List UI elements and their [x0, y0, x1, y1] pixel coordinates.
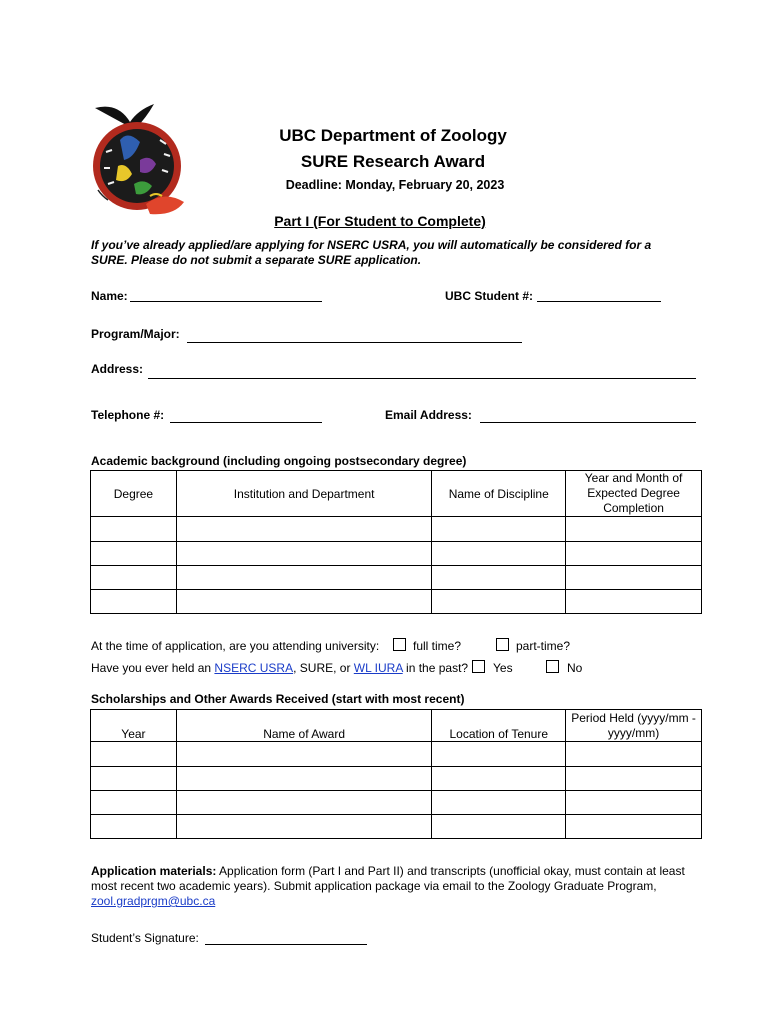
name-label: Name:: [91, 289, 128, 303]
full-time-checkbox[interactable]: [393, 638, 406, 651]
table-cell[interactable]: [176, 542, 431, 566]
table-cell[interactable]: [566, 742, 702, 767]
col-discipline: Name of Discipline: [432, 471, 566, 517]
col-award-name: Name of Award: [176, 710, 432, 742]
table-cell[interactable]: [566, 517, 702, 542]
col-institution: Institution and Department: [176, 471, 431, 517]
col-completion: Year and Month of Expected Degree Completion: [566, 471, 702, 517]
materials-text: Application form (Part I and Part II) and transcripts (unofficial okay, must contain at least most recent two academic years). Submit application package via email to the Zoology Graduate Program,: [91, 864, 685, 893]
col-degree: Degree: [91, 471, 177, 517]
col-year: Year: [91, 710, 177, 742]
wl-iura-link[interactable]: WL IURA: [353, 661, 403, 675]
table-cell[interactable]: [432, 517, 566, 542]
held-question-prefix: Have you ever held an: [91, 661, 215, 675]
held-yes-label: Yes: [493, 661, 513, 675]
name-field[interactable]: [130, 289, 322, 302]
table-cell[interactable]: [566, 815, 702, 839]
address-label: Address:: [91, 362, 144, 376]
email-field[interactable]: [480, 410, 696, 423]
usra-note: If you’ve already applied/are applying for NSERC USRA, you will automatically be considered for a SURE. Please do not submit a separate SURE application.: [91, 238, 652, 267]
table-cell[interactable]: [176, 590, 431, 614]
grad-program-email-link[interactable]: zool.gradprgm@ubc.ca: [91, 894, 216, 908]
attending-question: At the time of application, are you attending university:: [91, 639, 380, 653]
scholarships-table: [90, 709, 702, 839]
table-cell[interactable]: [91, 517, 177, 542]
telephone-field[interactable]: [170, 410, 322, 423]
table-cell[interactable]: [176, 815, 432, 839]
table-cell[interactable]: [432, 590, 566, 614]
part1-heading: Part I (For Student to Complete): [274, 213, 486, 229]
student-number-label: UBC Student #:: [445, 289, 533, 303]
table-cell[interactable]: [432, 791, 566, 815]
held-no-label: No: [567, 661, 583, 675]
held-yes-checkbox[interactable]: [472, 660, 485, 673]
table-cell[interactable]: [91, 742, 177, 767]
part-time-checkbox[interactable]: [496, 638, 509, 651]
col-location: Location of Tenure: [432, 710, 566, 742]
signature-label: Student’s Signature:: [91, 931, 199, 945]
table-cell[interactable]: [566, 791, 702, 815]
nserc-usra-link[interactable]: NSERC USRA: [214, 661, 294, 675]
academic-heading: Academic background (including ongoing postsecondary degree): [91, 454, 467, 468]
table-cell[interactable]: [176, 742, 432, 767]
table-cell[interactable]: [566, 542, 702, 566]
scholarships-heading: Scholarships and Other Awards Received (start with most recent): [91, 692, 465, 706]
col-period: Period Held (yyyy/mm - yyyy/mm): [566, 710, 702, 742]
table-cell[interactable]: [432, 542, 566, 566]
table-cell[interactable]: [566, 566, 702, 590]
table-cell[interactable]: [176, 791, 432, 815]
table-cell[interactable]: [176, 767, 432, 791]
held-question: [91, 661, 468, 675]
program-field[interactable]: [187, 330, 522, 343]
full-time-label: full time?: [413, 639, 462, 653]
held-question-mid: , SURE, or: [293, 661, 354, 675]
held-no-checkbox[interactable]: [546, 660, 559, 673]
address-field[interactable]: [148, 366, 696, 379]
table-cell[interactable]: [91, 566, 177, 590]
materials-label: Application materials:: [91, 864, 217, 878]
table-cell[interactable]: [432, 742, 566, 767]
table-cell[interactable]: [91, 791, 177, 815]
table-cell[interactable]: [176, 566, 431, 590]
telephone-label: Telephone #:: [91, 408, 165, 422]
student-number-field[interactable]: [537, 289, 661, 302]
table-cell[interactable]: [432, 815, 566, 839]
table-cell[interactable]: [91, 542, 177, 566]
email-label: Email Address:: [385, 408, 472, 422]
signature-field[interactable]: [205, 932, 367, 945]
held-question-suffix: in the past?: [402, 661, 469, 675]
part-time-label: part-time?: [516, 639, 571, 653]
deadline-text: Deadline: Monday, February 20, 2023: [285, 178, 505, 192]
table-cell[interactable]: [91, 815, 177, 839]
form-subtitle: SURE Research Award: [300, 152, 486, 171]
table-cell[interactable]: [91, 590, 177, 614]
application-materials: [91, 864, 696, 909]
table-cell[interactable]: [566, 590, 702, 614]
table-cell[interactable]: [176, 517, 431, 542]
academic-table: [90, 470, 702, 614]
form-title: UBC Department of Zoology: [279, 126, 507, 145]
table-cell[interactable]: [91, 767, 177, 791]
program-label: Program/Major:: [91, 327, 180, 341]
table-cell[interactable]: [566, 767, 702, 791]
table-cell[interactable]: [432, 566, 566, 590]
table-cell[interactable]: [432, 767, 566, 791]
